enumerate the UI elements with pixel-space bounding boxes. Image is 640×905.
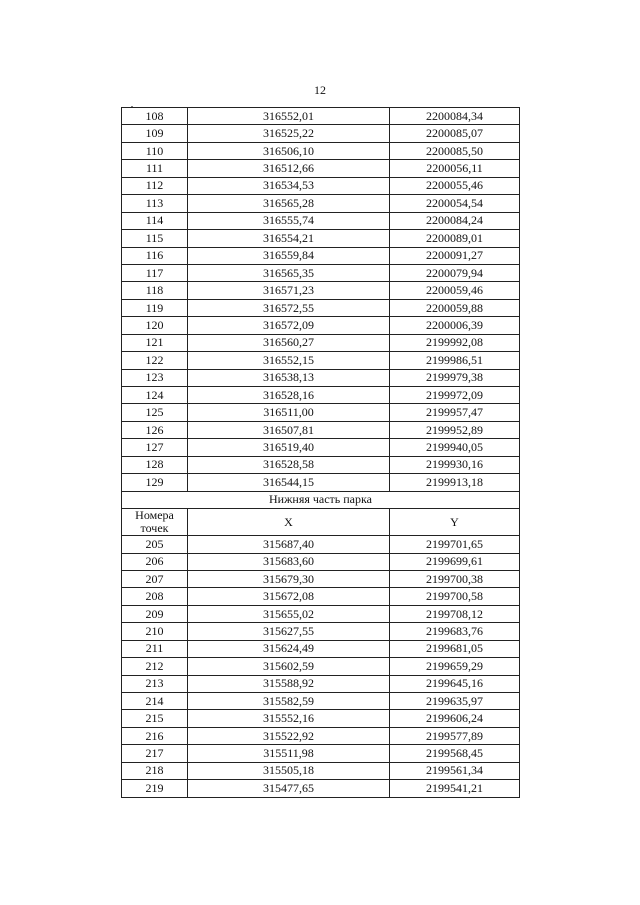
y-coordinate-cell: 2200091,27	[390, 247, 520, 264]
y-coordinate-cell: 2199606,24	[390, 710, 520, 727]
y-coordinate-cell: 2200084,34	[390, 108, 520, 125]
y-coordinate-cell: 2199700,38	[390, 570, 520, 587]
point-number-cell: 219	[122, 780, 188, 797]
x-coordinate-cell: 316534,53	[188, 177, 390, 194]
table-row	[122, 745, 520, 762]
table-row	[122, 125, 520, 142]
points-header-line2: точек	[140, 521, 169, 536]
table-row	[122, 421, 520, 438]
y-coordinate-cell: 2199681,05	[390, 640, 520, 657]
table-row	[122, 710, 520, 727]
y-coordinate-cell: 2200059,88	[390, 299, 520, 316]
point-number-cell: 206	[122, 553, 188, 570]
x-coordinate-cell: 315477,65	[188, 780, 390, 797]
point-number-cell: 207	[122, 570, 188, 587]
point-number-cell: 126	[122, 421, 188, 438]
x-coordinate-cell: 316554,21	[188, 230, 390, 247]
table-row	[122, 658, 520, 675]
table-row	[122, 387, 520, 404]
y-coordinate-cell: 2200059,46	[390, 282, 520, 299]
point-number-cell: 218	[122, 762, 188, 779]
y-coordinate-cell: 2199541,21	[390, 780, 520, 797]
x-coordinate-cell: 316552,01	[188, 108, 390, 125]
x-coordinate-cell: 316528,16	[188, 387, 390, 404]
y-coordinate-cell: 2199635,97	[390, 693, 520, 710]
y-coordinate-cell: 2199708,12	[390, 605, 520, 622]
x-header: X	[188, 509, 390, 536]
x-coordinate-cell: 316571,23	[188, 282, 390, 299]
x-coordinate-cell: 316507,81	[188, 421, 390, 438]
x-coordinate-cell: 315687,40	[188, 536, 390, 553]
table-row	[122, 247, 520, 264]
point-number-cell: 124	[122, 387, 188, 404]
y-coordinate-cell: 2199972,09	[390, 387, 520, 404]
y-coordinate-cell: 2199930,16	[390, 456, 520, 473]
table-row	[122, 456, 520, 473]
point-number-cell: 209	[122, 605, 188, 622]
table-row	[122, 160, 520, 177]
section-row	[122, 491, 520, 508]
y-coordinate-cell: 2199577,89	[390, 727, 520, 744]
y-coordinate-cell: 2199913,18	[390, 474, 520, 491]
table-row	[122, 195, 520, 212]
point-number-cell: 112	[122, 177, 188, 194]
table-row	[122, 352, 520, 369]
coordinates-table	[121, 107, 520, 798]
y-coordinate-cell: 2199659,29	[390, 658, 520, 675]
header-row	[122, 509, 520, 536]
x-coordinate-cell: 316555,74	[188, 212, 390, 229]
y-coordinate-cell: 2199699,61	[390, 553, 520, 570]
y-coordinate-cell: 2199645,16	[390, 675, 520, 692]
table-row	[122, 762, 520, 779]
y-coordinate-cell: 2199701,65	[390, 536, 520, 553]
x-coordinate-cell: 316559,84	[188, 247, 390, 264]
point-number-cell: 113	[122, 195, 188, 212]
y-coordinate-cell: 2200054,54	[390, 195, 520, 212]
x-coordinate-cell: 316511,00	[188, 404, 390, 421]
bottom-rows	[122, 536, 520, 798]
point-number-cell: 121	[122, 334, 188, 351]
point-number-cell: 117	[122, 264, 188, 281]
point-number-cell: 122	[122, 352, 188, 369]
point-number-cell: 129	[122, 474, 188, 491]
table-row	[122, 230, 520, 247]
y-coordinate-cell: 2200085,50	[390, 142, 520, 159]
y-coordinate-cell: 2199940,05	[390, 439, 520, 456]
y-coordinate-cell: 2199568,45	[390, 745, 520, 762]
x-coordinate-cell: 316506,10	[188, 142, 390, 159]
point-number-cell: 115	[122, 230, 188, 247]
table-row	[122, 264, 520, 281]
y-coordinate-cell: 2199992,08	[390, 334, 520, 351]
point-number-cell: 108	[122, 108, 188, 125]
table-row	[122, 334, 520, 351]
x-coordinate-cell: 316572,55	[188, 299, 390, 316]
point-number-cell: 213	[122, 675, 188, 692]
point-number-cell: 123	[122, 369, 188, 386]
point-number-cell: 119	[122, 299, 188, 316]
point-number-cell: 120	[122, 317, 188, 334]
table-row	[122, 780, 520, 797]
table-row	[122, 605, 520, 622]
y-coordinate-cell: 2200089,01	[390, 230, 520, 247]
x-coordinate-cell: 315522,92	[188, 727, 390, 744]
x-coordinate-cell: 315505,18	[188, 762, 390, 779]
point-number-cell: 109	[122, 125, 188, 142]
y-coordinate-cell: 2199700,58	[390, 588, 520, 605]
y-coordinate-cell: 2200056,11	[390, 160, 520, 177]
y-coordinate-cell: 2199952,89	[390, 421, 520, 438]
point-number-cell: 127	[122, 439, 188, 456]
table-row	[122, 439, 520, 456]
points-header-line1: Номера	[135, 508, 174, 523]
x-coordinate-cell: 316528,58	[188, 456, 390, 473]
y-coordinate-cell: 2199683,76	[390, 623, 520, 640]
table-row	[122, 212, 520, 229]
section-block	[122, 491, 520, 535]
table-row	[122, 570, 520, 587]
point-number-cell: 208	[122, 588, 188, 605]
point-number-cell: 111	[122, 160, 188, 177]
point-number-cell: 215	[122, 710, 188, 727]
x-coordinate-cell: 316572,09	[188, 317, 390, 334]
y-coordinate-cell: 2200006,39	[390, 317, 520, 334]
y-coordinate-cell: 2200084,24	[390, 212, 520, 229]
x-coordinate-cell: 315602,59	[188, 658, 390, 675]
x-coordinate-cell: 315624,49	[188, 640, 390, 657]
point-number-cell: 125	[122, 404, 188, 421]
table-row	[122, 536, 520, 553]
table-row	[122, 177, 520, 194]
point-number-cell: 210	[122, 623, 188, 640]
table-row	[122, 588, 520, 605]
table-row	[122, 640, 520, 657]
table-row	[122, 317, 520, 334]
table-row	[122, 727, 520, 744]
x-coordinate-cell: 315511,98	[188, 745, 390, 762]
point-number-cell: 128	[122, 456, 188, 473]
point-number-cell: 211	[122, 640, 188, 657]
x-coordinate-cell: 315582,59	[188, 693, 390, 710]
point-number-cell: 114	[122, 212, 188, 229]
table-row	[122, 282, 520, 299]
y-coordinate-cell: 2199986,51	[390, 352, 520, 369]
point-number-cell: 212	[122, 658, 188, 675]
table-row	[122, 369, 520, 386]
point-number-cell: 216	[122, 727, 188, 744]
points-header	[122, 509, 188, 536]
point-number-cell: 205	[122, 536, 188, 553]
table-row	[122, 474, 520, 491]
y-coordinate-cell: 2200055,46	[390, 177, 520, 194]
x-coordinate-cell: 315679,30	[188, 570, 390, 587]
x-coordinate-cell: 316565,28	[188, 195, 390, 212]
x-coordinate-cell: 315655,02	[188, 605, 390, 622]
y-coordinate-cell: 2199979,38	[390, 369, 520, 386]
x-coordinate-cell: 316538,13	[188, 369, 390, 386]
point-number-cell: 116	[122, 247, 188, 264]
table-row	[122, 553, 520, 570]
y-coordinate-cell: 2200079,94	[390, 264, 520, 281]
table-row	[122, 108, 520, 125]
y-coordinate-cell: 2199957,47	[390, 404, 520, 421]
top-rows	[122, 108, 520, 492]
point-number-cell: 118	[122, 282, 188, 299]
x-coordinate-cell: 315588,92	[188, 675, 390, 692]
table-row	[122, 675, 520, 692]
x-coordinate-cell: 316525,22	[188, 125, 390, 142]
table-row	[122, 142, 520, 159]
point-number-cell: 214	[122, 693, 188, 710]
point-number-cell: 110	[122, 142, 188, 159]
table-row	[122, 693, 520, 710]
x-coordinate-cell: 315627,55	[188, 623, 390, 640]
table-row	[122, 404, 520, 421]
y-coordinate-cell: 2199561,34	[390, 762, 520, 779]
x-coordinate-cell: 315552,16	[188, 710, 390, 727]
y-coordinate-cell: 2200085,07	[390, 125, 520, 142]
page-number: 12	[314, 83, 326, 97]
x-coordinate-cell: 315672,08	[188, 588, 390, 605]
table-row	[122, 623, 520, 640]
x-coordinate-cell: 316560,27	[188, 334, 390, 351]
x-coordinate-cell: 316544,15	[188, 474, 390, 491]
x-coordinate-cell: 315683,60	[188, 553, 390, 570]
section-title: Нижняя часть парка	[122, 491, 520, 508]
y-header: Y	[390, 509, 520, 536]
table-row	[122, 299, 520, 316]
x-coordinate-cell: 316512,66	[188, 160, 390, 177]
x-coordinate-cell: 316552,15	[188, 352, 390, 369]
point-number-cell: 217	[122, 745, 188, 762]
x-coordinate-cell: 316565,35	[188, 264, 390, 281]
x-coordinate-cell: 316519,40	[188, 439, 390, 456]
